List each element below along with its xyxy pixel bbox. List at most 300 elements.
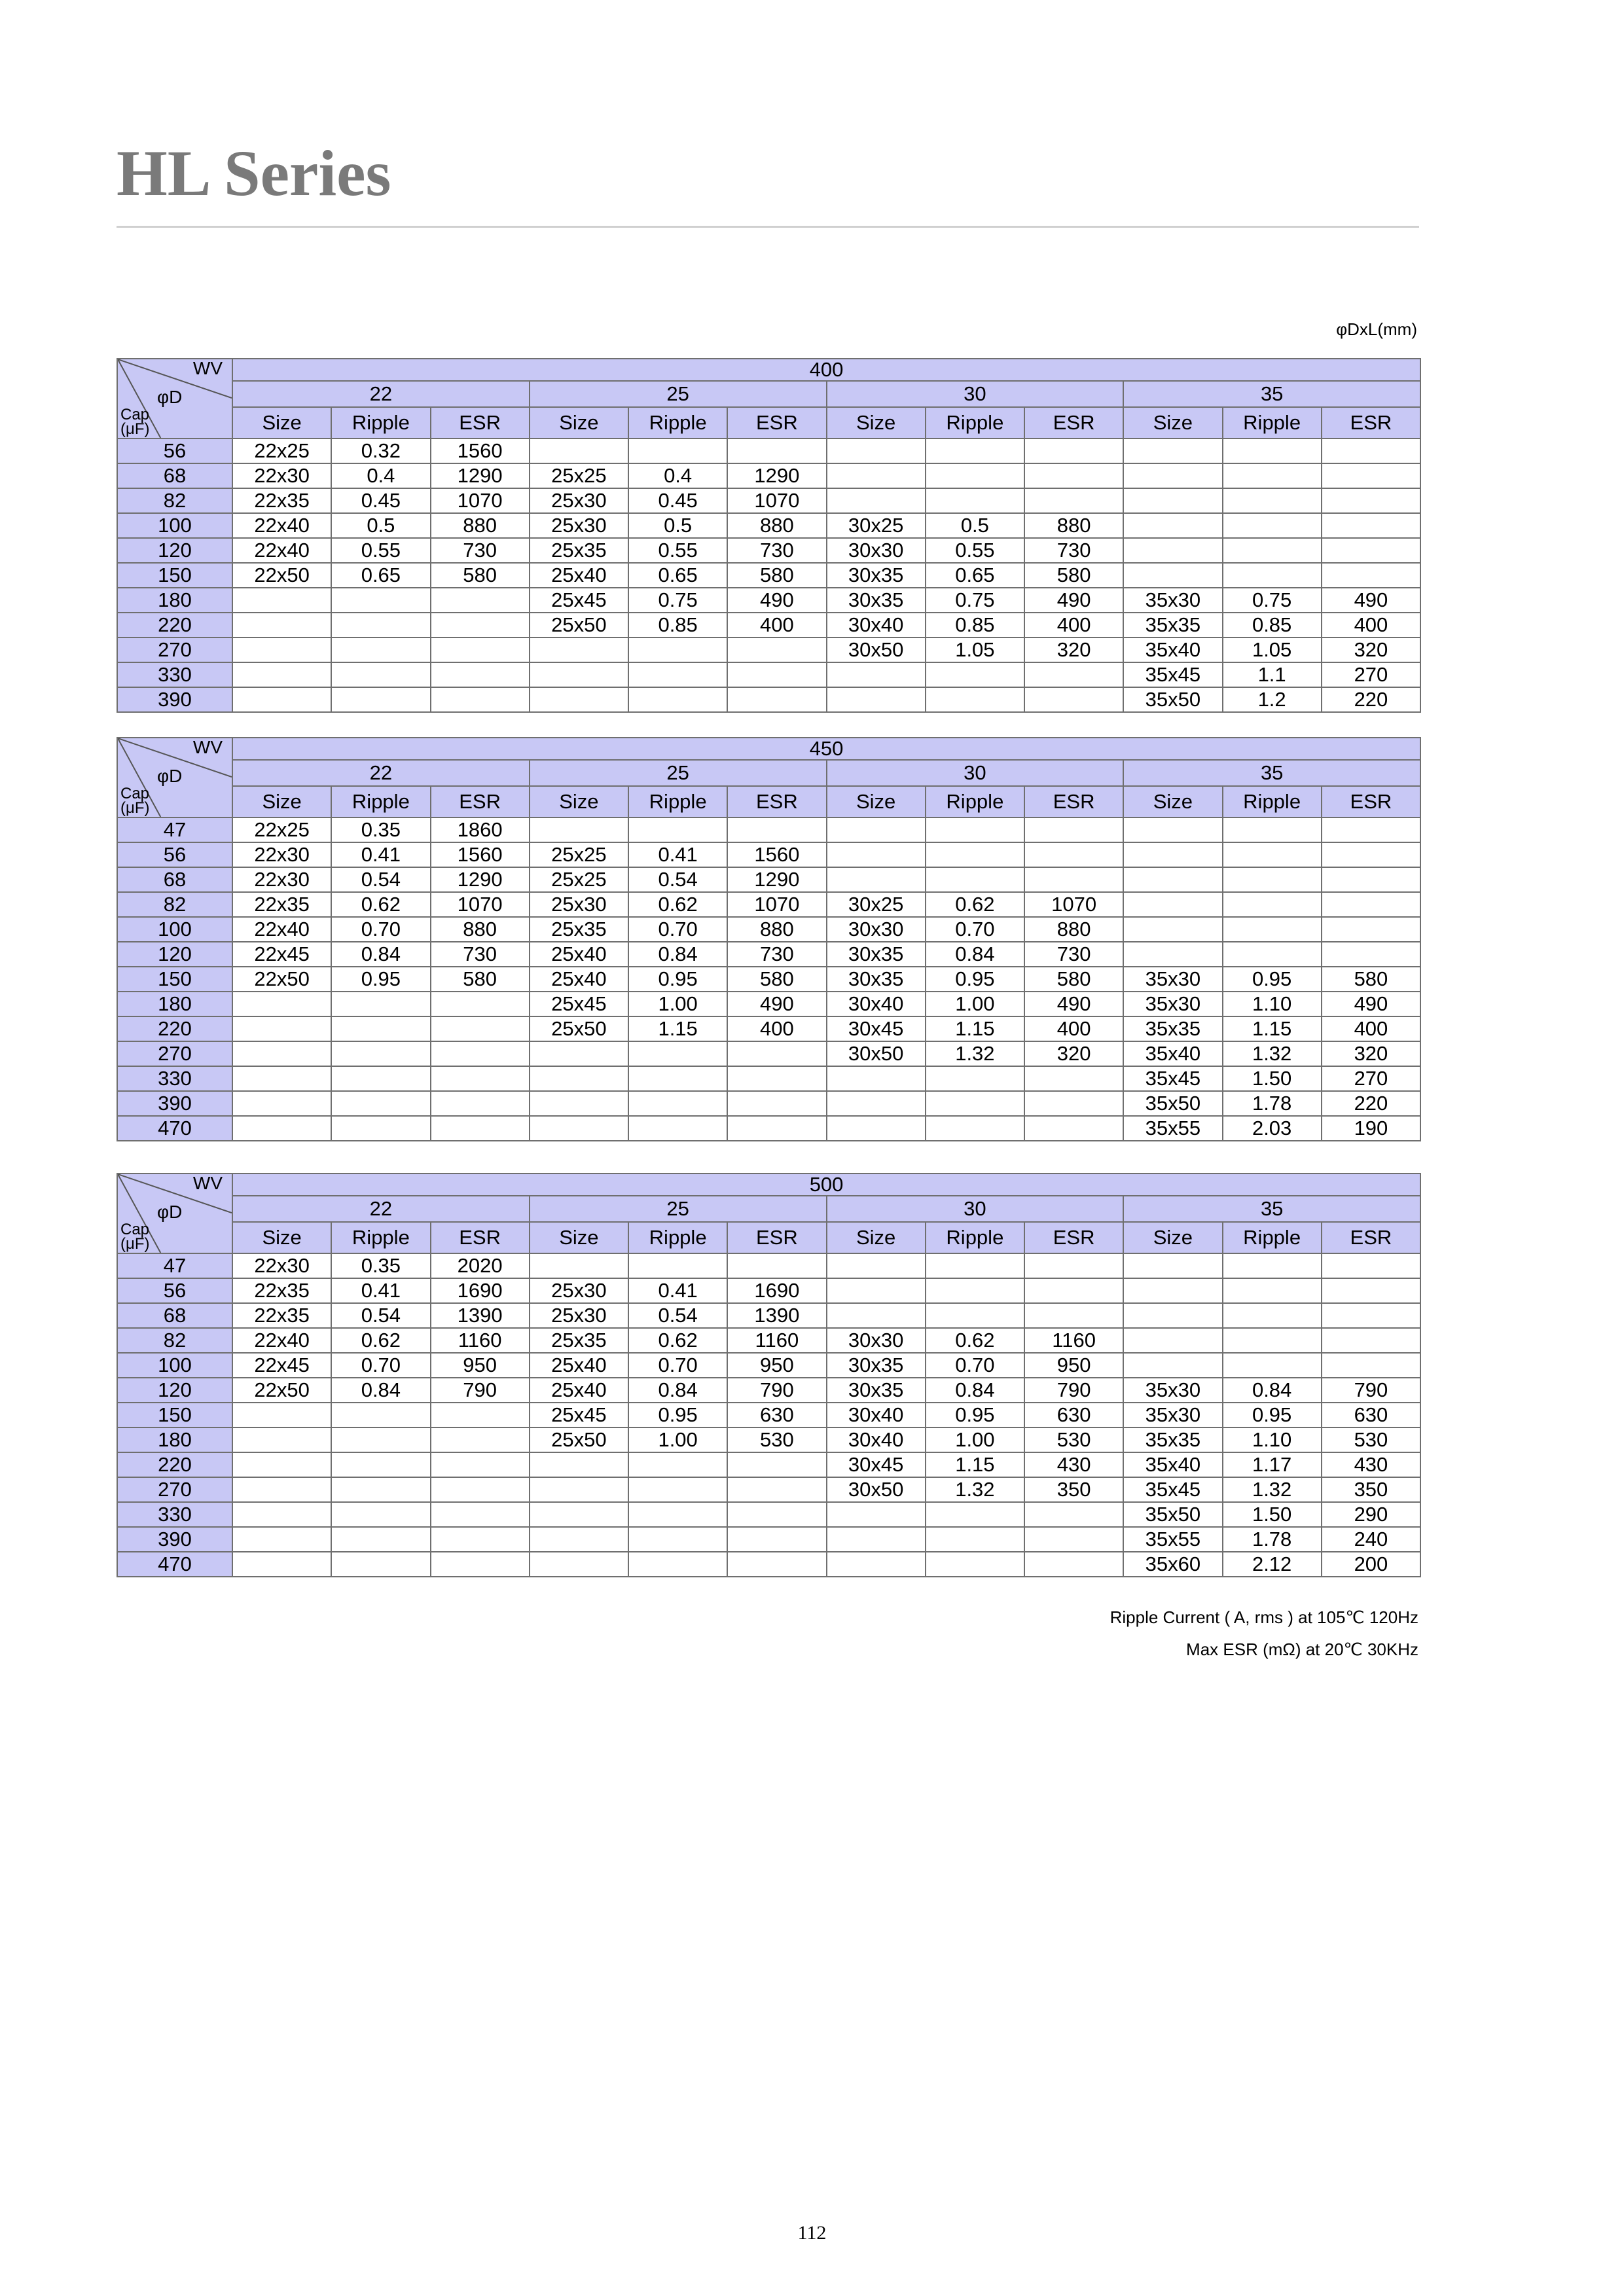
capacitance-cell: 68 (117, 867, 232, 892)
esr-cell: 2020 (431, 1253, 530, 1278)
ripple-cell: 0.62 (628, 892, 727, 917)
voltage-header: 400 (232, 359, 1420, 381)
esr-cell: 1160 (727, 1328, 826, 1353)
cap-label: Cap (120, 406, 150, 423)
ripple-cell: 1.32 (1223, 1477, 1322, 1502)
table-corner-header (117, 738, 232, 817)
esr-cell: 580 (1024, 563, 1123, 588)
esr-cell (431, 1116, 530, 1141)
ripple-cell: 0.41 (331, 1278, 430, 1303)
esr-cell: 430 (1322, 1452, 1420, 1477)
esr-cell: 1690 (431, 1278, 530, 1303)
size-cell: 30x50 (827, 637, 926, 662)
size-cell: 35x35 (1123, 1427, 1222, 1452)
esr-cell (1322, 1328, 1420, 1353)
esr-cell: 730 (431, 942, 530, 967)
size-cell: 22x50 (232, 967, 331, 992)
esr-cell (1322, 917, 1420, 942)
ripple-cell (1223, 842, 1322, 867)
size-cell: 25x35 (530, 538, 628, 563)
size-cell (232, 1016, 331, 1041)
column-header-esr: ESR (727, 407, 826, 439)
size-cell: 22x50 (232, 1378, 331, 1403)
size-cell: 35x35 (1123, 1016, 1222, 1041)
dimension-unit-note: φDxL(mm) (1336, 319, 1417, 339)
esr-cell: 730 (727, 942, 826, 967)
column-header-ripple: Ripple (331, 786, 430, 817)
table-row (117, 588, 1420, 613)
size-cell: 22x30 (232, 463, 331, 488)
ripple-cell: 0.55 (926, 538, 1024, 563)
capacitance-label (120, 1223, 149, 1251)
table-row (117, 1303, 1420, 1328)
ripple-cell: 0.65 (926, 563, 1024, 588)
size-cell: 25x35 (530, 1328, 628, 1353)
ripple-cell (331, 1552, 430, 1577)
ripple-cell: 0.84 (628, 1378, 727, 1403)
size-cell (232, 1477, 331, 1502)
size-cell: 22x40 (232, 513, 331, 538)
ripple-cell (628, 1527, 727, 1552)
wv-label: WV (192, 738, 223, 757)
ripple-cell (331, 613, 430, 637)
capacitance-cell: 270 (117, 1041, 232, 1066)
ripple-cell: 1.78 (1223, 1091, 1322, 1116)
ripple-cell: 1.2 (1223, 687, 1322, 712)
capacitance-cell: 100 (117, 513, 232, 538)
size-cell: 25x50 (530, 1016, 628, 1041)
ripple-cell: 0.84 (1223, 1378, 1322, 1403)
ripple-cell (1223, 463, 1322, 488)
diameter-label: φD (157, 387, 183, 407)
size-cell (232, 613, 331, 637)
esr-cell: 1290 (727, 463, 826, 488)
ripple-cell: 1.32 (926, 1041, 1024, 1066)
esr-cell (431, 1427, 530, 1452)
esr-cell: 1160 (431, 1328, 530, 1353)
ripple-cell: 1.05 (1223, 637, 1322, 662)
ripple-cell: 0.41 (628, 1278, 727, 1303)
size-cell (1123, 463, 1222, 488)
esr-cell: 530 (1322, 1427, 1420, 1452)
esr-cell (431, 1527, 530, 1552)
size-cell: 25x40 (530, 942, 628, 967)
ripple-cell: 0.65 (331, 563, 430, 588)
size-cell (530, 439, 628, 463)
esr-cell: 320 (1322, 637, 1420, 662)
esr-cell: 1160 (1024, 1328, 1123, 1353)
diameter-header-35: 35 (1123, 1196, 1420, 1222)
column-header-esr: ESR (1322, 786, 1420, 817)
size-cell: 35x30 (1123, 1403, 1222, 1427)
size-cell: 22x30 (232, 867, 331, 892)
size-cell: 35x45 (1123, 662, 1222, 687)
table-row (117, 1116, 1420, 1141)
esr-cell: 580 (727, 563, 826, 588)
table-row (117, 892, 1420, 917)
esr-cell (727, 1552, 826, 1577)
ripple-cell: 0.62 (926, 1328, 1024, 1353)
esr-cell (1322, 488, 1420, 513)
ripple-cell (628, 1552, 727, 1577)
size-cell: 25x45 (530, 1403, 628, 1427)
ripple-cell: 0.45 (628, 488, 727, 513)
size-cell (232, 1403, 331, 1427)
size-cell (530, 1552, 628, 1577)
esr-cell: 790 (727, 1378, 826, 1403)
diameter-header-22: 22 (232, 381, 530, 407)
esr-cell (727, 1116, 826, 1141)
cap-unit-label: (μF) (120, 420, 150, 438)
table-row (117, 1041, 1420, 1066)
esr-cell: 240 (1322, 1527, 1420, 1552)
esr-cell (1322, 1303, 1420, 1328)
esr-cell: 880 (1024, 513, 1123, 538)
column-header-size: Size (232, 407, 331, 439)
ripple-cell (926, 1066, 1024, 1091)
size-cell: 25x30 (530, 488, 628, 513)
esr-cell (727, 637, 826, 662)
esr-cell: 1560 (727, 842, 826, 867)
ripple-cell (1223, 1278, 1322, 1303)
esr-cell (1024, 463, 1123, 488)
ripple-cell (331, 1116, 430, 1141)
column-header-esr: ESR (1024, 1222, 1123, 1253)
capacitance-cell: 180 (117, 588, 232, 613)
ripple-cell: 0.95 (926, 1403, 1024, 1427)
size-cell (827, 439, 926, 463)
esr-cell: 400 (727, 1016, 826, 1041)
size-cell: 22x40 (232, 917, 331, 942)
column-header-size: Size (232, 1222, 331, 1253)
size-cell: 25x25 (530, 867, 628, 892)
ripple-cell: 0.95 (1223, 1403, 1322, 1427)
ripple-cell: 0.41 (331, 842, 430, 867)
column-header-size: Size (530, 786, 628, 817)
ripple-cell: 1.00 (628, 1427, 727, 1452)
esr-cell (431, 1502, 530, 1527)
title-divider (117, 226, 1419, 228)
esr-cell: 1070 (1024, 892, 1123, 917)
ripple-cell: 1.50 (1223, 1066, 1322, 1091)
ripple-cell (628, 1253, 727, 1278)
ripple-cell (628, 1116, 727, 1141)
size-cell (827, 842, 926, 867)
size-cell (1123, 439, 1222, 463)
size-cell (1123, 1278, 1222, 1303)
size-cell: 30x40 (827, 613, 926, 637)
diameter-header-35: 35 (1123, 381, 1420, 407)
column-header-esr: ESR (727, 1222, 826, 1253)
size-cell (530, 1477, 628, 1502)
ripple-cell (331, 1066, 430, 1091)
cap-label: Cap (120, 1221, 150, 1238)
esr-cell (431, 588, 530, 613)
diameter-header-22: 22 (232, 760, 530, 786)
esr-cell (1322, 1353, 1420, 1378)
ripple-cell (1223, 1353, 1322, 1378)
esr-cell (1322, 513, 1420, 538)
size-cell (1123, 817, 1222, 842)
size-cell (232, 1091, 331, 1116)
esr-cell: 880 (431, 513, 530, 538)
capacitance-cell: 82 (117, 892, 232, 917)
esr-cell (1322, 463, 1420, 488)
esr-cell: 580 (1322, 967, 1420, 992)
size-cell (827, 1066, 926, 1091)
esr-cell (1024, 1116, 1123, 1141)
esr-cell (431, 1477, 530, 1502)
table-row (117, 563, 1420, 588)
esr-cell (1322, 892, 1420, 917)
esr-cell: 1290 (727, 867, 826, 892)
ripple-cell (926, 1278, 1024, 1303)
size-cell: 22x35 (232, 892, 331, 917)
capacitance-label (120, 787, 149, 816)
size-cell (232, 1427, 331, 1452)
capacitance-cell: 330 (117, 1066, 232, 1091)
size-cell (232, 1452, 331, 1477)
esr-cell: 220 (1322, 687, 1420, 712)
column-header-ripple: Ripple (1223, 786, 1322, 817)
ripple-cell: 0.84 (926, 1378, 1024, 1403)
size-cell: 25x25 (530, 463, 628, 488)
esr-cell (727, 662, 826, 687)
ripple-cell: 0.54 (331, 1303, 430, 1328)
esr-cell: 220 (1322, 1091, 1420, 1116)
ripple-cell: 0.84 (331, 1378, 430, 1403)
column-header-size: Size (1123, 1222, 1222, 1253)
size-cell: 22x25 (232, 439, 331, 463)
esr-cell: 1860 (431, 817, 530, 842)
size-cell (827, 1278, 926, 1303)
size-cell (827, 817, 926, 842)
size-cell (1123, 842, 1222, 867)
ripple-cell (331, 588, 430, 613)
size-cell: 25x30 (530, 1278, 628, 1303)
esr-cell: 350 (1322, 1477, 1420, 1502)
ripple-cell: 1.10 (1223, 1427, 1322, 1452)
esr-cell (431, 1452, 530, 1477)
size-cell: 22x50 (232, 563, 331, 588)
table-row (117, 687, 1420, 712)
esr-cell (431, 1403, 530, 1427)
table-row (117, 513, 1420, 538)
ripple-cell (926, 1552, 1024, 1577)
esr-cell (1322, 842, 1420, 867)
ripple-cell: 1.10 (1223, 992, 1322, 1016)
column-header-size: Size (827, 786, 926, 817)
size-cell: 30x30 (827, 1328, 926, 1353)
esr-cell: 1390 (727, 1303, 826, 1328)
ripple-cell (926, 463, 1024, 488)
ripple-cell: 0.62 (331, 892, 430, 917)
size-cell: 35x30 (1123, 588, 1222, 613)
diameter-header-22: 22 (232, 1196, 530, 1222)
size-cell (232, 588, 331, 613)
esr-cell: 490 (1322, 588, 1420, 613)
esr-cell: 320 (1024, 1041, 1123, 1066)
size-cell (827, 1253, 926, 1278)
esr-cell (1024, 488, 1123, 513)
ripple-cell (331, 1527, 430, 1552)
ripple-cell (926, 1527, 1024, 1552)
size-cell: 30x50 (827, 1477, 926, 1502)
esr-cell: 580 (431, 967, 530, 992)
esr-cell: 950 (727, 1353, 826, 1378)
ripple-cell: 1.00 (926, 992, 1024, 1016)
size-cell (1123, 942, 1222, 967)
size-cell: 25x30 (530, 892, 628, 917)
ripple-cell: 0.54 (628, 1303, 727, 1328)
esr-cell: 530 (1024, 1427, 1123, 1452)
table-row (117, 488, 1420, 513)
column-header-size: Size (827, 407, 926, 439)
ripple-cell: 0.75 (926, 588, 1024, 613)
capacitance-cell: 82 (117, 488, 232, 513)
ripple-cell (1223, 892, 1322, 917)
esr-cell: 400 (1322, 613, 1420, 637)
ripple-cell: 0.4 (331, 463, 430, 488)
ripple-cell (331, 637, 430, 662)
esr-cell (727, 1066, 826, 1091)
esr-cell: 1560 (431, 439, 530, 463)
ripple-cell: 0.54 (628, 867, 727, 892)
esr-cell: 320 (1024, 637, 1123, 662)
wv-label: WV (192, 1174, 223, 1193)
ripple-cell (628, 1091, 727, 1116)
esr-cell (431, 662, 530, 687)
table-row (117, 1253, 1420, 1278)
size-cell (827, 1116, 926, 1141)
size-cell (530, 817, 628, 842)
column-header-size: Size (530, 407, 628, 439)
table-row (117, 1066, 1420, 1091)
table-row (117, 842, 1420, 867)
esr-cell (1024, 867, 1123, 892)
footnote-esr: Max ESR (mΩ) at 20℃ 30KHz (1186, 1640, 1418, 1659)
capacitance-cell: 330 (117, 662, 232, 687)
column-header-esr: ESR (1024, 786, 1123, 817)
table-row (117, 439, 1420, 463)
size-cell: 35x45 (1123, 1066, 1222, 1091)
capacitance-cell: 120 (117, 538, 232, 563)
capacitance-cell: 68 (117, 463, 232, 488)
esr-cell: 530 (727, 1427, 826, 1452)
ripple-cell: 1.00 (628, 992, 727, 1016)
ripple-cell: 0.70 (926, 1353, 1024, 1378)
capacitance-cell: 270 (117, 1477, 232, 1502)
esr-cell (727, 1502, 826, 1527)
diameter-header-25: 25 (530, 381, 827, 407)
size-cell: 22x35 (232, 488, 331, 513)
size-cell: 25x45 (530, 992, 628, 1016)
size-cell: 35x50 (1123, 1091, 1222, 1116)
ripple-cell (628, 1502, 727, 1527)
ripple-cell: 0.70 (628, 917, 727, 942)
size-cell: 30x35 (827, 942, 926, 967)
size-cell: 25x40 (530, 1353, 628, 1378)
ripple-cell: 0.85 (926, 613, 1024, 637)
diameter-header-30: 30 (827, 760, 1124, 786)
table-row (117, 1502, 1420, 1527)
esr-cell: 290 (1322, 1502, 1420, 1527)
capacitance-cell: 47 (117, 817, 232, 842)
esr-cell (1024, 439, 1123, 463)
ripple-cell (926, 1091, 1024, 1116)
size-cell: 25x40 (530, 563, 628, 588)
ripple-cell (628, 1452, 727, 1477)
size-cell (530, 637, 628, 662)
esr-cell (1322, 867, 1420, 892)
size-cell: 35x30 (1123, 992, 1222, 1016)
table-row (117, 1016, 1420, 1041)
ripple-cell: 0.5 (926, 513, 1024, 538)
ripple-cell: 1.15 (926, 1016, 1024, 1041)
ripple-cell (926, 1253, 1024, 1278)
capacitance-cell: 470 (117, 1116, 232, 1141)
table-row (117, 1452, 1420, 1477)
ripple-cell: 0.70 (331, 1353, 430, 1378)
size-cell: 30x40 (827, 1403, 926, 1427)
ripple-cell: 0.55 (628, 538, 727, 563)
size-cell: 22x35 (232, 1303, 331, 1328)
capacitance-label (120, 408, 149, 437)
ripple-cell: 0.95 (628, 1403, 727, 1427)
column-header-size: Size (827, 1222, 926, 1253)
table-row (117, 1091, 1420, 1116)
column-header-ripple: Ripple (926, 1222, 1024, 1253)
ripple-cell (1223, 942, 1322, 967)
diameter-header-30: 30 (827, 381, 1124, 407)
size-cell (530, 1502, 628, 1527)
size-cell (530, 1091, 628, 1116)
esr-cell: 490 (1024, 588, 1123, 613)
table-row (117, 942, 1420, 967)
size-cell (232, 1066, 331, 1091)
size-cell: 22x35 (232, 1278, 331, 1303)
esr-cell: 190 (1322, 1116, 1420, 1141)
esr-cell (727, 1527, 826, 1552)
esr-cell: 200 (1322, 1552, 1420, 1577)
capacitance-cell: 68 (117, 1303, 232, 1328)
ripple-cell (331, 1403, 430, 1427)
size-cell: 25x30 (530, 1303, 628, 1328)
size-cell (1123, 917, 1222, 942)
ripple-cell (628, 817, 727, 842)
table-row (117, 463, 1420, 488)
esr-cell: 400 (1322, 1016, 1420, 1041)
esr-cell (431, 1091, 530, 1116)
column-header-esr: ESR (727, 786, 826, 817)
esr-cell: 790 (1024, 1378, 1123, 1403)
table-row (117, 1527, 1420, 1552)
ripple-cell (1223, 867, 1322, 892)
esr-cell (1024, 1502, 1123, 1527)
size-cell (827, 1303, 926, 1328)
esr-cell: 880 (727, 513, 826, 538)
ripple-cell: 0.84 (628, 942, 727, 967)
esr-cell: 270 (1322, 1066, 1420, 1091)
size-cell (827, 1091, 926, 1116)
capacitance-cell: 150 (117, 563, 232, 588)
size-cell (827, 1502, 926, 1527)
size-cell (232, 637, 331, 662)
esr-cell: 430 (1024, 1452, 1123, 1477)
esr-cell: 880 (1024, 917, 1123, 942)
size-cell (232, 1116, 331, 1141)
capacitance-cell: 56 (117, 842, 232, 867)
